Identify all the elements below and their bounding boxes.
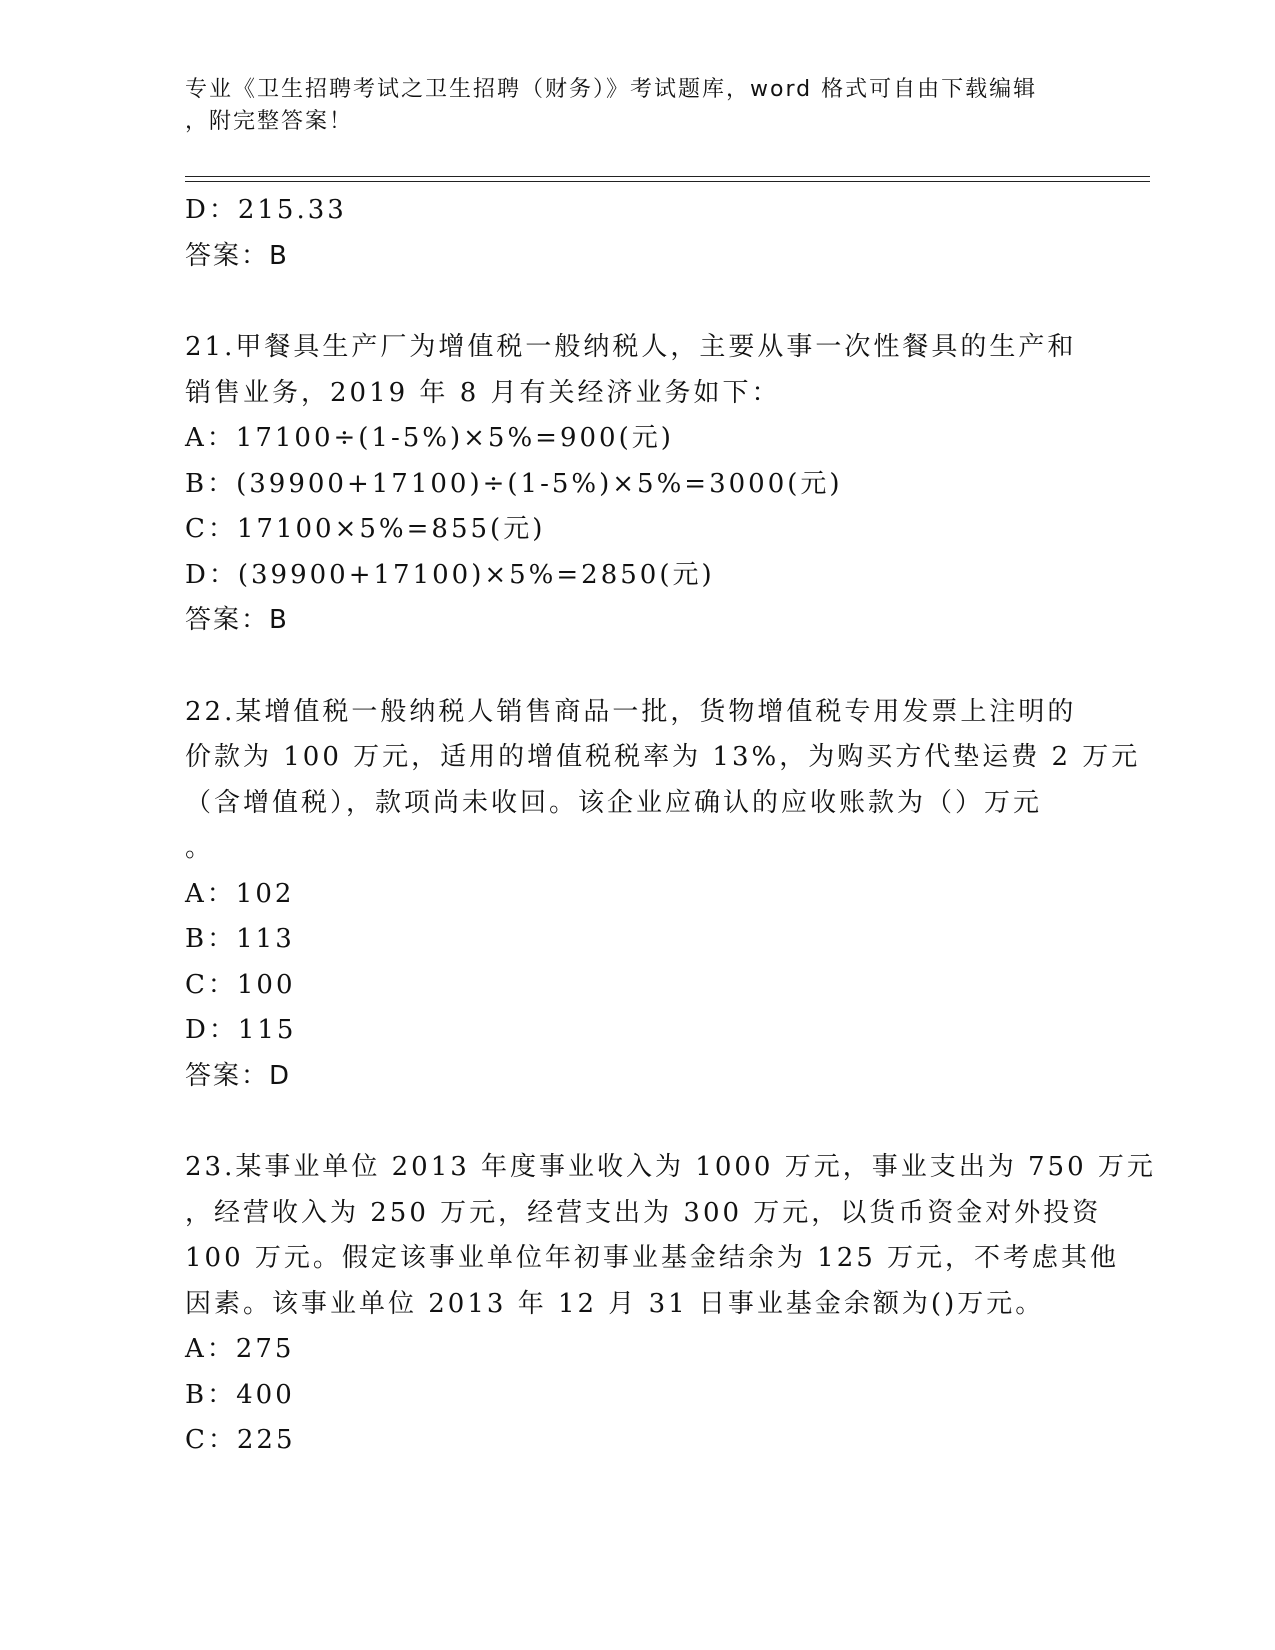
spacer — [185, 644, 1085, 690]
option-a: A：275 — [185, 1334, 295, 1364]
option-c: C：17100×5%=855(元) — [185, 514, 546, 544]
question-stem-line: 22.某增值税一般纳税人销售商品一批，货物增值税专用发票上注明的 — [185, 696, 1077, 727]
question-stem-line: 价款为 100 万元，适用的增值税税率为 13%，为购买方代垫运费 2 万元 — [185, 742, 1141, 772]
option-b: B：113 — [185, 924, 295, 954]
question-stem-line: 23.某事业单位 2013 年度事业收入为 1000 万元，事业支出为 750 万元 — [185, 1152, 1156, 1182]
question-stem-line: （含增值税），款项尚未收回。该企业应确认的应收账款为（）万元 — [185, 787, 1043, 818]
question-21 — [185, 325, 1085, 644]
answer: 答案：B — [185, 605, 289, 635]
question-stem-line: 销售业务，2019 年 8 月有关经济业务如下： — [185, 377, 781, 408]
answer: 答案：B — [185, 240, 289, 271]
option-c: C：100 — [185, 969, 296, 1000]
header-divider — [185, 176, 1150, 182]
question-23 — [185, 1145, 1156, 1464]
answer: 答案：D — [185, 1060, 292, 1091]
option-d: D：115 — [185, 1015, 297, 1045]
header-line-1: 专业《卫生招聘考试之卫生招聘（财务）》考试题库，word 格式可自由下载编辑 — [185, 77, 1038, 102]
document-body — [185, 188, 1156, 1464]
option-d: D：(39900+17100)×5%=2850(元) — [185, 559, 715, 590]
option-a: A：17100÷(1-5%)×5%=900(元) — [185, 423, 674, 453]
question-stem-line: 21.甲餐具生产厂为增值税一般纳税人，主要从事一次性餐具的生产和 — [185, 332, 1077, 362]
option-a: A：102 — [185, 878, 295, 909]
spacer — [185, 1099, 1085, 1145]
option-c: C：225 — [185, 1425, 296, 1455]
option-d: D：215.33 — [185, 195, 347, 225]
question-stem-line: ，经营收入为 250 万元，经营支出为 300 万元，以货币资金对外投资 — [185, 1197, 1102, 1228]
spacer — [185, 279, 1085, 325]
page-header — [185, 74, 1085, 138]
question-stem-line: 100 万元。假定该事业单位年初事业基金结余为 125 万元，不考虑其他 — [185, 1243, 1120, 1273]
option-b: B：(39900+17100)÷(1-5%)×5%=3000(元) — [185, 468, 843, 499]
question-22 — [185, 690, 1141, 1100]
question-stem-line: 。 — [185, 833, 215, 863]
question-stem-line: 因素。该事业单位 2013 年 12 月 31 日事业基金余额为()万元。 — [185, 1288, 1045, 1319]
option-b: B：400 — [185, 1379, 295, 1410]
header-line-2: ，附完整答案！ — [185, 109, 354, 134]
